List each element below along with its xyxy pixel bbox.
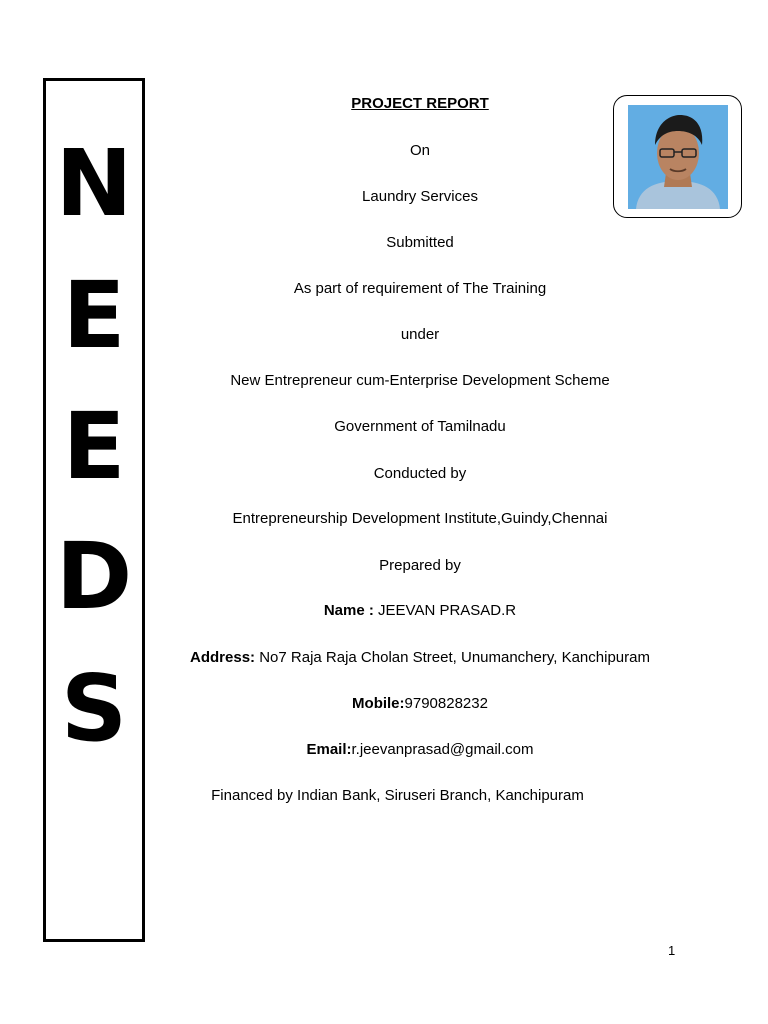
- address-value: No7 Raja Raja Cholan Street, Unumanchery, Kanchipuram: [255, 649, 650, 666]
- needs-banner: [43, 78, 145, 942]
- address-line: [165, 649, 675, 666]
- profile-photo: [628, 105, 728, 209]
- banner-letter: S: [60, 655, 128, 762]
- banner-letter: E: [62, 262, 126, 369]
- banner-letter: E: [62, 393, 126, 500]
- page-number: 1: [668, 943, 676, 958]
- address-label: Address:: [190, 649, 256, 666]
- text-line: Government of Tamilnadu: [334, 418, 506, 435]
- report-title: PROJECT REPORT: [351, 95, 489, 112]
- financed-line: Financed by Indian Bank, Siruseri Branch, Kanchipuram: [211, 787, 584, 804]
- text-line: Conducted by: [373, 465, 467, 482]
- text-line: Entrepreneurship Development Institute,Guindy,Chennai: [232, 510, 608, 527]
- text-line: Laundry Services: [362, 188, 478, 205]
- text-line: As part of requirement of The Training: [293, 280, 547, 297]
- name-value: JEEVAN PRASAD.R: [373, 602, 517, 619]
- text-line: New Entrepreneur cum-Enterprise Development Scheme: [230, 372, 610, 389]
- email-line: [175, 741, 665, 758]
- text-line: Prepared by: [379, 557, 461, 574]
- text-line: under: [400, 326, 440, 343]
- profile-photo-frame: [613, 95, 742, 218]
- name-line: [175, 602, 665, 619]
- person-portrait-icon: [628, 105, 728, 209]
- text-line: On: [409, 142, 430, 159]
- mobile-line: [175, 695, 665, 712]
- banner-letter: D: [55, 523, 133, 630]
- text-line: Submitted: [386, 234, 454, 251]
- email-label: Email:: [306, 741, 352, 758]
- mobile-label: Mobile:: [352, 695, 405, 712]
- name-label: Name :: [323, 602, 374, 619]
- mobile-value: 9790828232: [404, 695, 488, 712]
- email-value: r.jeevanprasad@gmail.com: [351, 741, 534, 758]
- banner-letter: N: [55, 130, 133, 237]
